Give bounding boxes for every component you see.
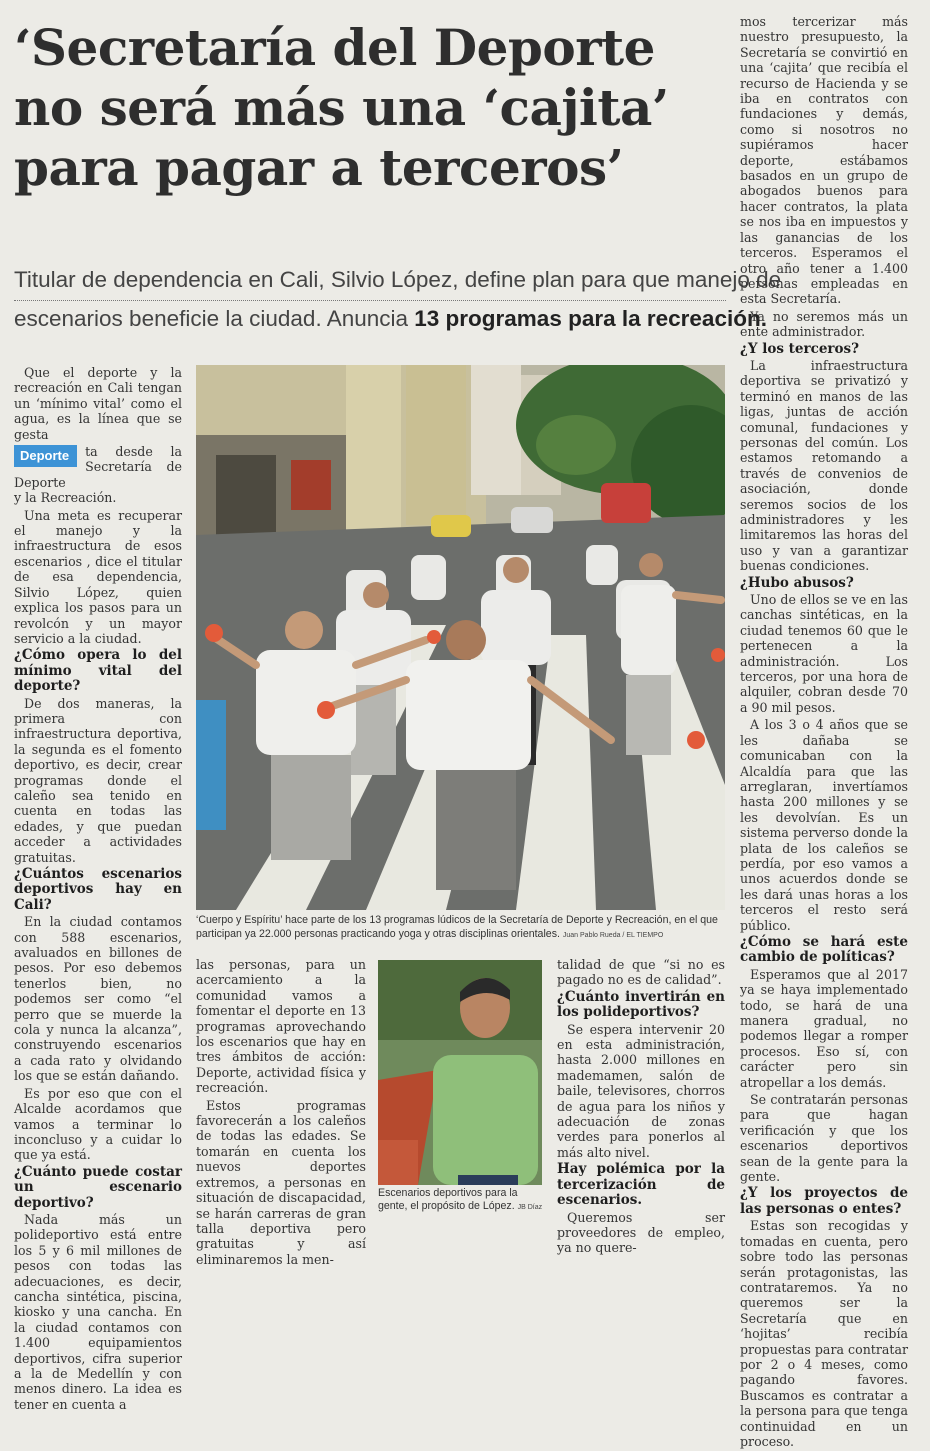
intro-end: y la Recreación. — [14, 490, 117, 506]
question: ¿Hubo abusos? — [740, 574, 854, 591]
deck-line-1: Titular de dependencia en Cali, Silvio López, define plan para que manejo de — [14, 262, 726, 301]
paragraph: Una meta es recuperar el manejo y la infraestructura de esos escenarios , dice el titular de esa dependencia, Silvio López, quien explica los pasos para un revolcón y un mayor servicio a la ciudad. — [14, 507, 182, 646]
paragraph: mos tercerizar más nuestro presupuesto, la Secretaría se convirtió en una ‘cajita’ que recibía el recurso de Hacienda y se iba en contratos con fundaciones y demás, como si nosotros no supiéramos hacer deporte, estábamos basados en un grupo de abogados buenos para hacer contratos, la plata se nos iba en impuestos y las ganancias de los terceros. Esperamos el otro año tener a 1.400 personas empleadas en esta Secretaría. — [740, 14, 908, 307]
intro-side-text: ta desde la Secretaría de Deporte — [14, 444, 182, 490]
portrait-photo — [378, 960, 542, 1185]
paragraph: Ya no seremos más un ente administrador. — [740, 308, 908, 340]
caption-text: Escenarios deportivos para la gente, el propósito de López. — [378, 1187, 518, 1212]
paragraph: Estos programas favorecerán a los caleños de todas las edades. Se tomarán en cuenta los nuevos deportes extremos, a personas en situación de discapacidad, se harán carreras de gran talla deportiva pero gratuitas y así eliminaremos la men- — [196, 1097, 366, 1267]
answer: Se contratarán personas para que hagan verificación y que los escenarios deportivos sean de la gente para la gente. — [740, 1092, 908, 1185]
intro-with-tag — [14, 444, 182, 490]
deck — [14, 262, 782, 337]
column-3 — [557, 957, 725, 1258]
question: Hay polémica por la tercerización de escenarios. — [557, 1161, 725, 1209]
question: ¿Y los proyectos de las personas o entes? — [740, 1185, 908, 1217]
section-tag: Deporte — [14, 445, 77, 467]
answer: Es por eso que con el Alcalde acordamos que vamos a terminar lo inconcluso y a cuidar lo que ya está. — [14, 1085, 182, 1163]
street-exercise-photo — [196, 365, 725, 910]
main-photo — [196, 365, 725, 910]
answer: Estas son recogidas y tomadas en cuenta, pero sobre todo las personas serán protagonistas, las contrataremos. Ya no queremos ser la Secretaría que en ‘hojitas’ recibía propuestas para contratar por 2 o 4 meses, como pagando favores. Buscamos es contratar a la persona para que tenga continuidad en un proceso. — [740, 1218, 908, 1449]
answer: La infraestructura deportiva se privatizó y terminó en manos de las ligas, juntas de acción comunal, fundaciones y personas del común. Los estamos retomando a través de convenios de asociación, donde seremos socios de los administradores y les limitaremos las horas del uso y van a garantizar buenas condiciones. — [740, 357, 908, 574]
paragraph: las personas, para un acercamiento a la comunidad vamos a fomentar el deporte en 13 programas aprovechando los escenarios que hay en tres ámbitos de acción: Deporte, actividad física y recreación. — [196, 957, 366, 1096]
question: ¿Cuántos escenarios deportivos hay en Cali? — [14, 866, 182, 913]
deck-highlight: 13 programas para la recreación. — [414, 306, 767, 331]
paragraph: talidad de que “si no es pagado no es de calidad”. — [557, 957, 725, 988]
question: ¿Cómo opera lo del mínimo vital del deporte? — [14, 647, 182, 695]
headline-line: no será más una ‘cajita’ — [14, 78, 669, 137]
answer: Esperamos que al 2017 ya se haya implementado todo, se hará de una manera gradual, no podemos llegar a romper procesos. Eso sí, con carácter pero sin atropellar a los demás. — [740, 966, 908, 1090]
question: ¿Cómo se hará este cambio de políticas? — [740, 933, 908, 966]
portrait-caption — [378, 1187, 544, 1214]
question: ¿Y los terceros? — [740, 340, 860, 357]
photo-credit: JB Díaz — [517, 1204, 543, 1211]
main-photo-caption — [196, 913, 725, 943]
column-1 — [14, 365, 182, 1414]
column-4 — [740, 14, 908, 1451]
answer: Nada más un polideportivo está entre los 5 y 6 mil millones de pesos con todas las adecuaciones, es decir, cancha sintética, piscina, kiosko y una cancha. En la ciudad contamos con 1.400 equipamientos deportivos, cifra superior a la de Medellín y con menos dinero. La idea es tener en cuenta a — [14, 1211, 182, 1412]
portrait-image — [378, 960, 542, 1185]
answer: De dos maneras, la primera con infraestructura deportiva, la segunda es el fomento deportivo, es decir, crear programas donde el caleño sea tenido en cuenta en todas las edades, y que puedan acceder a actividades gratuitas. — [14, 695, 182, 865]
photo-credit: Juan Pablo Rueda / EL TIEMPO — [562, 932, 664, 939]
headline-line: para pagar a terceros’ — [14, 138, 624, 197]
deck-line-2-text: escenarios beneficie la ciudad. Anuncia — [14, 306, 415, 331]
deck-line-2 — [14, 301, 767, 337]
answer: Queremos ser proveedores de empleo, ya no quere- — [557, 1209, 725, 1256]
caption-text: ‘Cuerpo y Espíritu’ hace parte de los 13 programas lúdicos de la Secretaría de Deporte y Recreación, en el que participan ya 22.000 personas practicando yoga y otras disciplinas orientales. — [196, 914, 718, 940]
answer: En la ciudad contamos con 588 escenarios, avaluados en billones de pesos. Por eso debemos tenerlos bien, no podemos ser como “el perro que se muerde la cola y nunca la alcanza”, construyendo escenarios a cada rato y olvidando los que se están dañando. — [14, 914, 182, 1084]
column-2 — [196, 957, 366, 1269]
headline — [14, 18, 714, 198]
answer: Uno de ellos se ve en las canchas sintéticas, en la ciudad tenemos 60 que le pertenecen a la administración. Los terceros, por una hora de alquiler, cobran desde 70 a 90 mil pesos. — [740, 592, 908, 715]
headline-line: ‘Secretaría del Deporte — [14, 18, 655, 77]
question: ¿Cuánto invertirán en los polideportivos? — [557, 988, 725, 1021]
answer: A los 3 o 4 años que se les dañaba se comunicaban con la Alcaldía para que las arreglaran, invertíamos hasta 200 millones y se les devolvían. Es un sistema perverso donde la plata de los caleños se perdía, por eso vamos a unos acuerdos donde se les dará unas horas a los terceros el resto será público. — [740, 717, 908, 933]
intro-text: Que el deporte y la recreación en Cali tengan un ‘mínimo vital’ como el agua, es la línea que se gesta — [14, 365, 182, 442]
answer: Se espera intervenir 20 en esta administración, hasta 2.000 millones en mademamen, salón de baile, televisores, chorros de agua para los niños y adecuación de zonas verdes para ponerlos al más alto nivel. — [557, 1021, 725, 1160]
question: ¿Cuánto puede costar un escenario deportivo? — [14, 1163, 182, 1211]
